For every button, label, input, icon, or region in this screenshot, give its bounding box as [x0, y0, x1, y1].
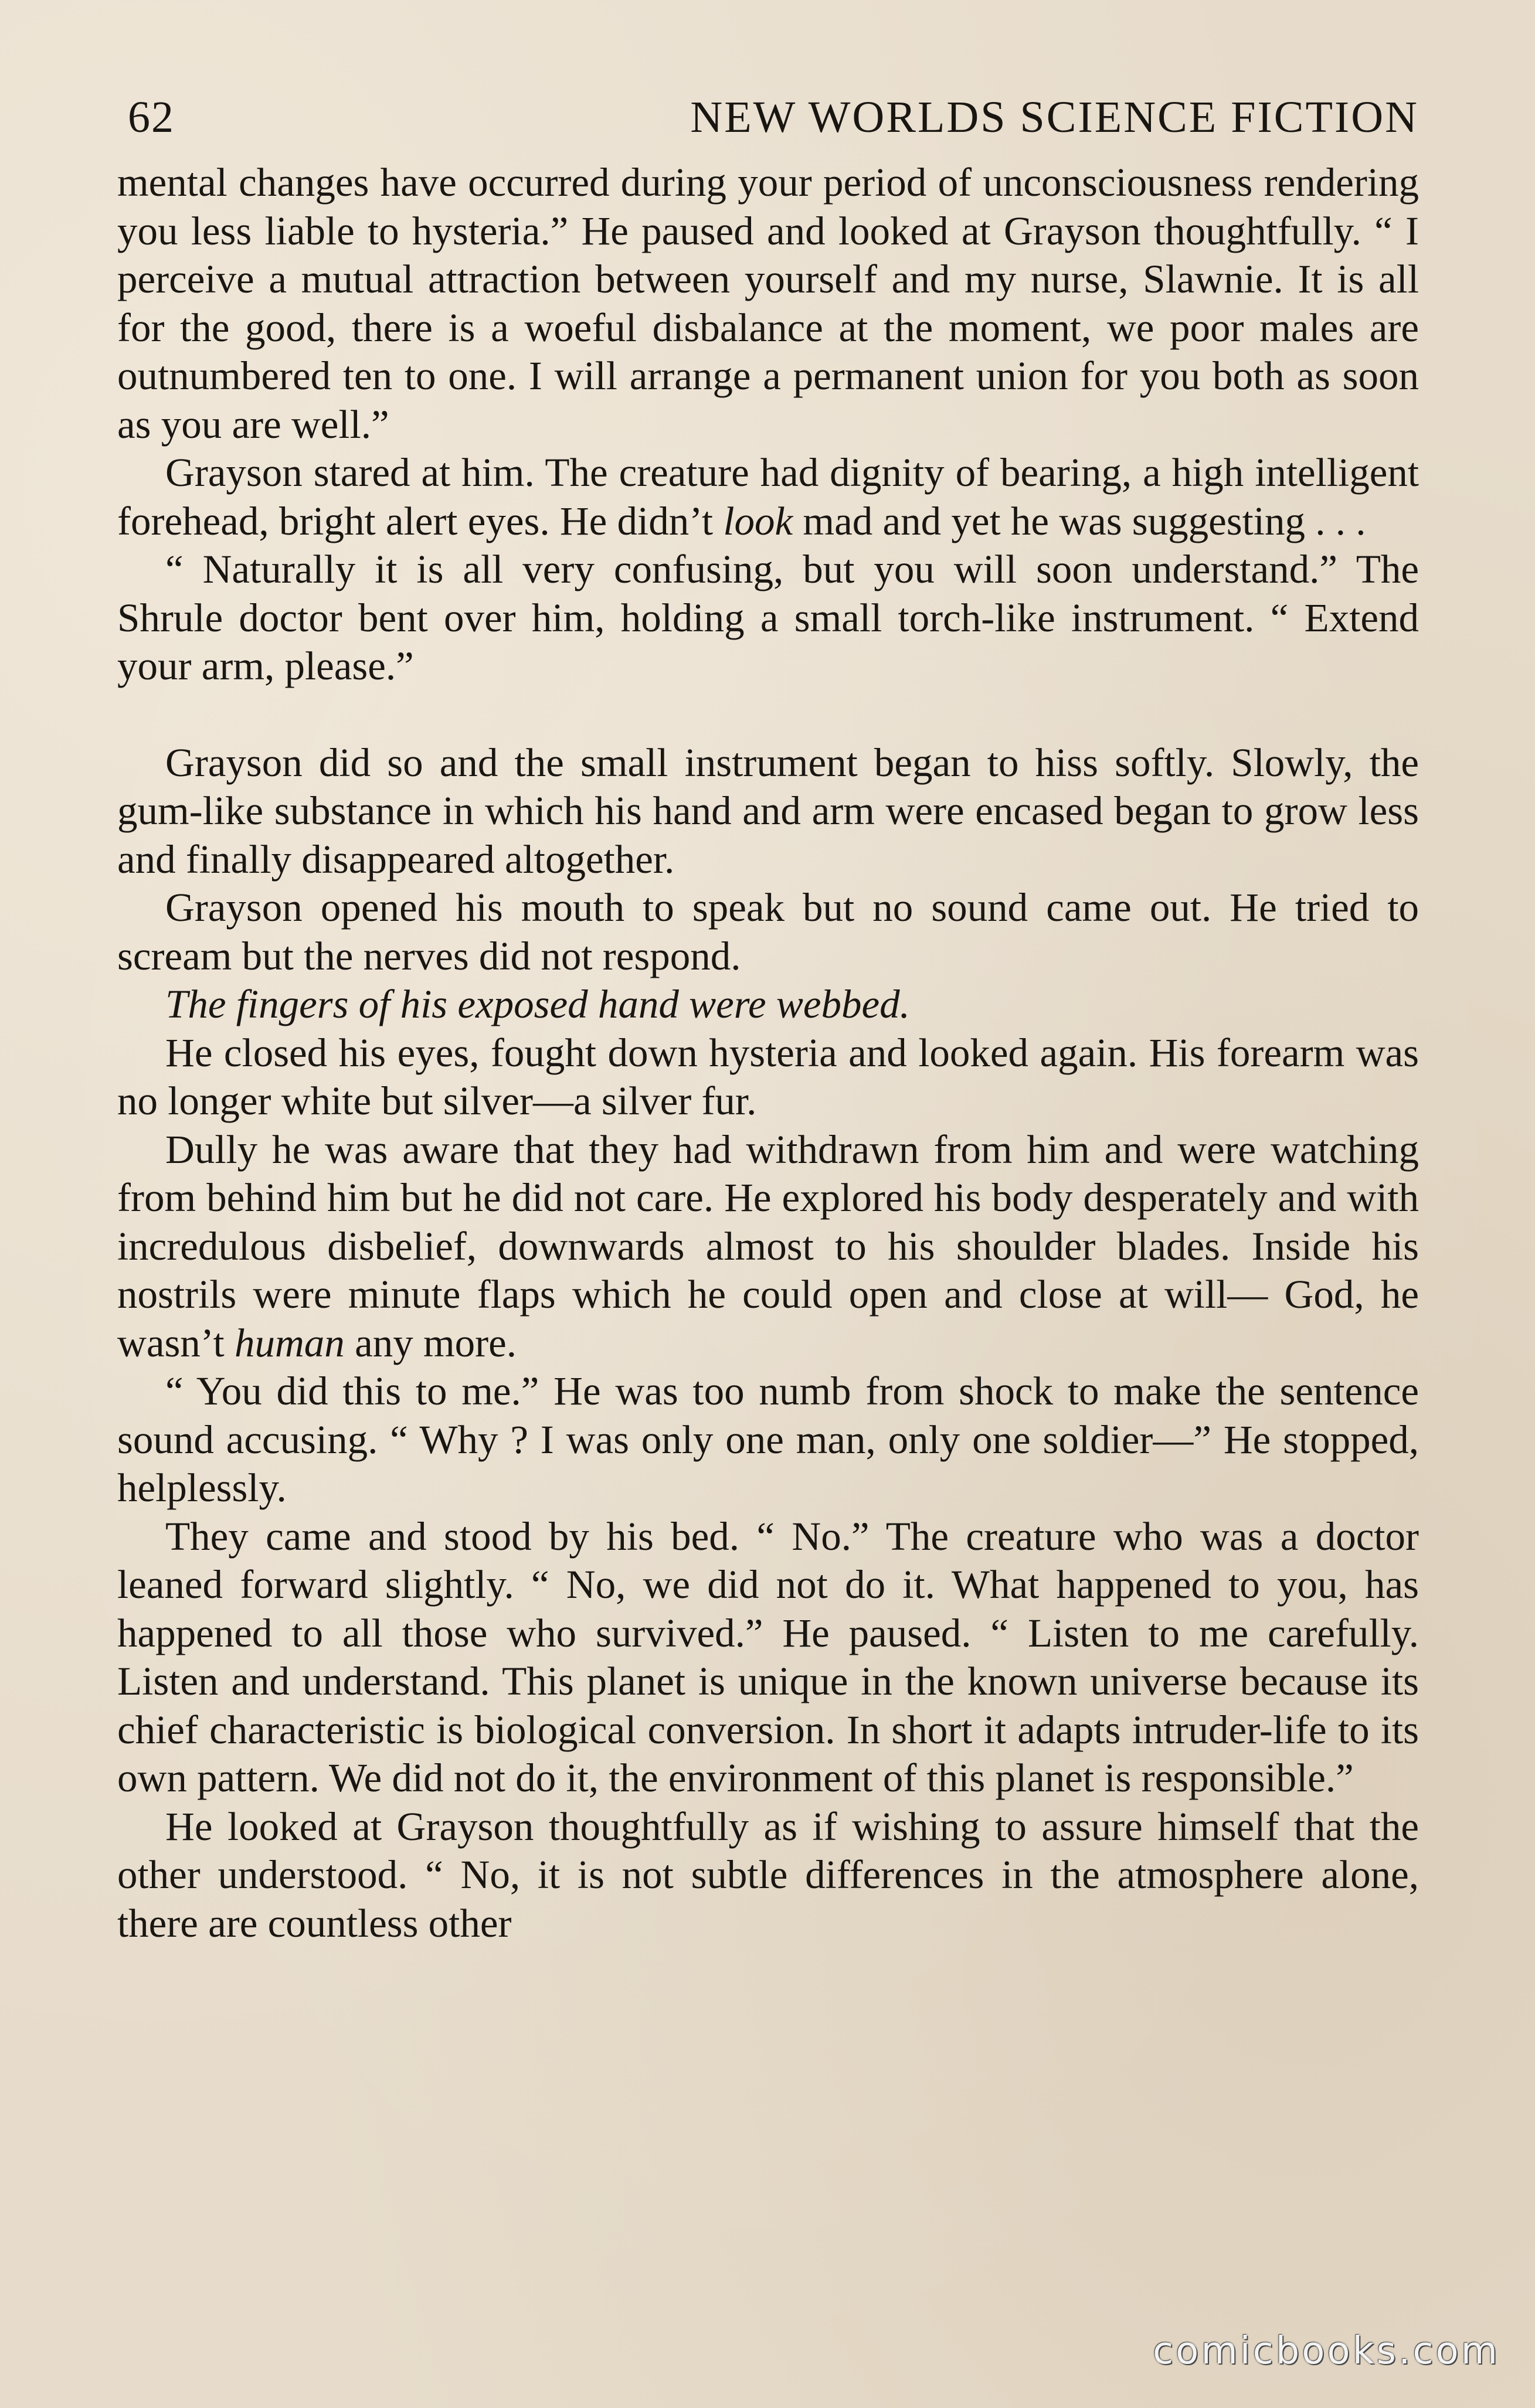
text-run: any more. — [344, 1320, 517, 1365]
section-break — [117, 691, 1419, 739]
paragraph — [117, 980, 1419, 1029]
text-run: He closed his eyes, fought down hysteria and looked again. His forearm was no longer white but silver—a silver fur. — [117, 1030, 1419, 1123]
paragraph — [117, 1367, 1419, 1512]
paragraph — [117, 448, 1419, 545]
paragraph — [117, 545, 1419, 691]
paragraph — [117, 883, 1419, 980]
paragraph — [117, 158, 1419, 448]
italic-text: The fingers of his exposed hand were webbed. — [165, 982, 910, 1026]
italic-text: look — [723, 498, 793, 543]
page-number: 62 — [128, 93, 175, 142]
text-run: Grayson did so and the small instrument began to hiss softly. Slowly, the gum-like substance in which his hand and arm were encased began to grow less and finally disappeared altogether. — [117, 740, 1419, 882]
paragraph — [117, 1802, 1419, 1948]
text-run: Dully he was aware that they had withdrawn from him and were watching from behind him but he did not care. He explored his body desperately and with incredulous disbelief, downwards almost to his shoulder blades. Inside his nostrils were minute flaps which he could open and close at will— God, he wasn’t — [117, 1127, 1419, 1365]
text-run: mental changes have occurred during your period of unconsciousness rendering you less liable to hysteria.” He paused and looked at Grayson thoughtfully. “ I perceive a mutual attraction between yourself and my nurse, Slawnie. It is all for the good, there is a woeful disbalance at the moment, we poor males are outnumbered ten to one. I will arrange a permanent union for you both as soon as you are well.” — [117, 160, 1419, 447]
paragraph — [117, 1512, 1419, 1802]
paragraph — [117, 1029, 1419, 1125]
running-title: NEW WORLDS SCIENCE FICTION — [690, 93, 1419, 142]
body-text — [117, 158, 1419, 1947]
watermark: comicbooks.com — [1152, 2329, 1500, 2373]
text-run: “ Naturally it is all very confusing, but you will soon understand.” The Shrule doctor bent over him, holding a small torch-like instrument. “ Extend your arm, please.” — [117, 547, 1419, 688]
paragraph — [117, 739, 1419, 884]
text-run: They came and stood by his bed. “ No.” The creature who was a doctor leaned forward slightly. “ No, we did not do it. What happened to you, has happened to all those who survived.” He paused. “ Listen to me carefully. Listen and understand. This planet is unique in the known universe because its chief characteristic is biological conversion. In short it adapts intruder-life to its own pattern. We did not do it, the environment of this planet is responsible.” — [117, 1513, 1419, 1800]
book-page — [117, 88, 1419, 2315]
text-run: Grayson opened his mouth to speak but no sound came out. He tried to scream but the nerves did not respond. — [117, 885, 1419, 978]
text-run: “ You did this to me.” He was too numb from shock to make the sentence sound accusing. “ Why ? I was only one man, only one soldier—” He stopped, helplessly. — [117, 1369, 1419, 1510]
paragraph — [117, 1125, 1419, 1368]
text-run: mad and yet he was suggesting . . . — [793, 498, 1366, 543]
page-header — [117, 88, 1419, 147]
text-run: Grayson stared at him. The creature had dignity of bearing, a high intelligent forehead, bright alert eyes. He didn’t — [117, 450, 1419, 543]
text-run: He looked at Grayson thoughtfully as if wishing to assure himself that the other understood. “ No, it is not subtle differences in the atmosphere alone, there are countless other — [117, 1804, 1419, 1946]
italic-text: human — [234, 1320, 345, 1365]
